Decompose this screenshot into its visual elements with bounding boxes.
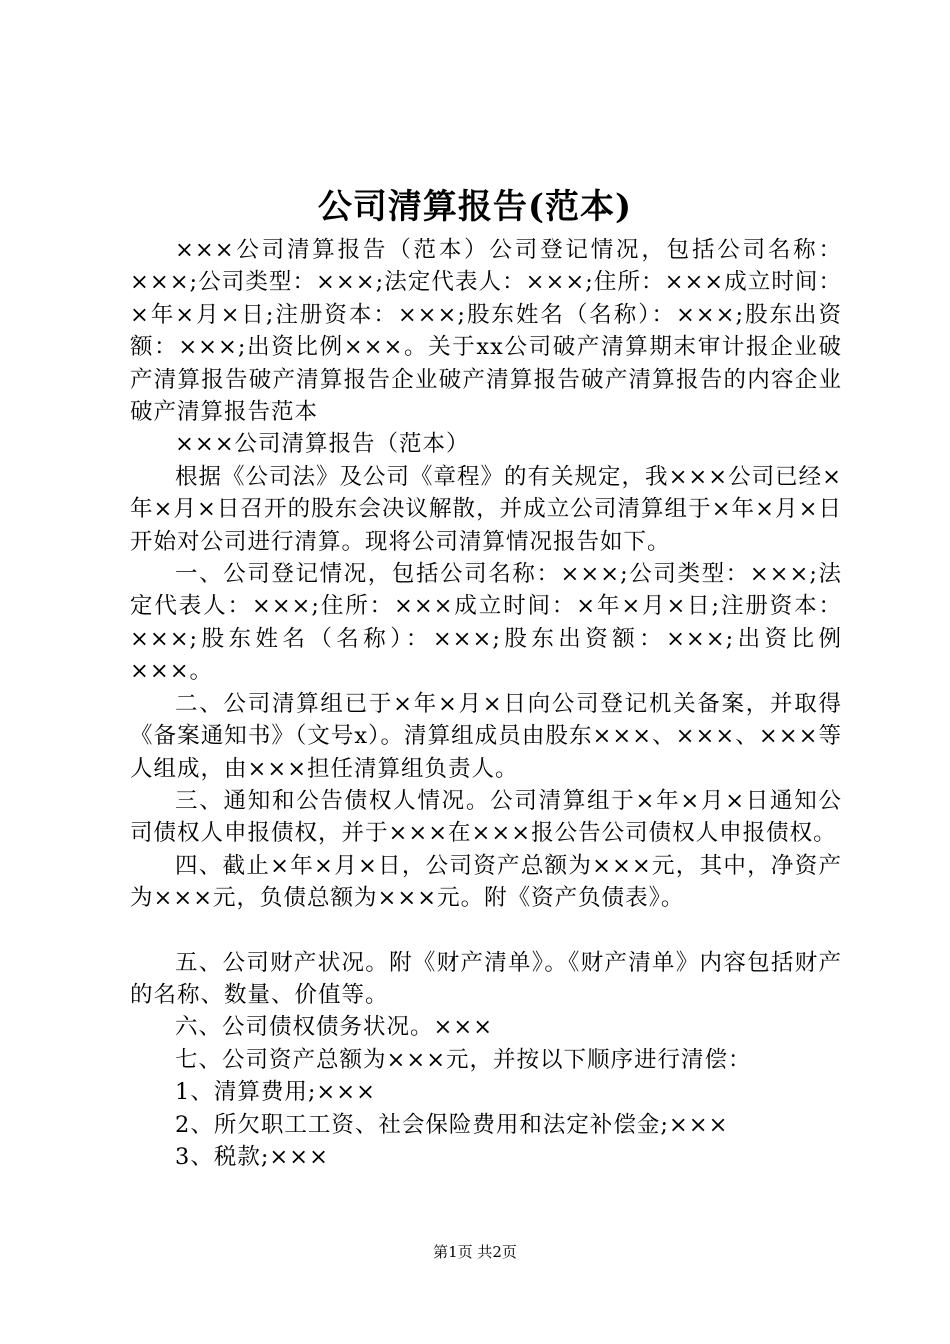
list-item: 3、税款;×××	[175, 1143, 329, 1170]
paragraph: 六、公司债权债务状况。×××	[175, 1014, 494, 1041]
paragraph: 一、公司登记情况，包括公司名称：×××;公司类型：×××;法定代表人：×××;住所：×××成立时间：×年×月×日;注册资本：×××;股东姓名（名称）：×××;股东出资额：×××;出资比例×××。	[130, 561, 842, 685]
document-body	[130, 234, 842, 1173]
paragraph: ×××公司清算报告（范本）	[175, 431, 470, 458]
paragraph: 根据《公司法》及公司《章程》的有关规定，我×××公司已经×年×月×日召开的股东会决议解散，并成立公司清算组于×年×月×日开始对公司进行清算。现将公司清算情况报告如下。	[130, 463, 842, 555]
document-title: 公司清算报告(范本)	[317, 187, 633, 227]
page-number: 第1页	[433, 1243, 473, 1261]
page-total: 共2页	[477, 1243, 517, 1261]
list-item: 1、清算费用;×××	[175, 1079, 376, 1106]
paragraph: 二、公司清算组已于×年×月×日向公司登记机关备案，并取得《备案通知书》（文号x）。清算组成员由股东×××、×××、×××等人组成，由×××担任清算组负责人。	[130, 690, 842, 782]
paragraph: ×××公司清算报告（范本）公司登记情况，包括公司名称：×××;公司类型：×××;法定代表人：×××;住所：×××成立时间：×年×月×日;注册资本：×××;股东姓名（名称）：×××;股东出资额：×××;出资比例×××。关于xx公司破产清算期末审计报企业破产清算报告破产清算报告企业破产清算报告破产清算报告的内容企业破产清算报告范本	[130, 237, 842, 426]
paragraph: 三、通知和公告债权人情况。公司清算组于×年×月×日通知公司债权人申报债权，并于×××在×××报公告公司债权人申报债权。	[130, 787, 842, 847]
paragraph: 七、公司资产总额为×××元，并按以下顺序进行清偿：	[175, 1046, 752, 1073]
list-item: 2、所欠职工工资、社会保险费用和法定补偿金;×××	[175, 1111, 729, 1138]
page-footer	[0, 1242, 950, 1262]
paragraph: 四、截止×年×月×日，公司资产总额为×××元，其中，净资产为×××元，负债总额为×××元。附《资产负债表》。	[130, 852, 842, 912]
paragraph: 五、公司财产状况。附《财产清单》。《财产清单》内容包括财产的名称、数量、价值等。	[130, 949, 842, 1008]
